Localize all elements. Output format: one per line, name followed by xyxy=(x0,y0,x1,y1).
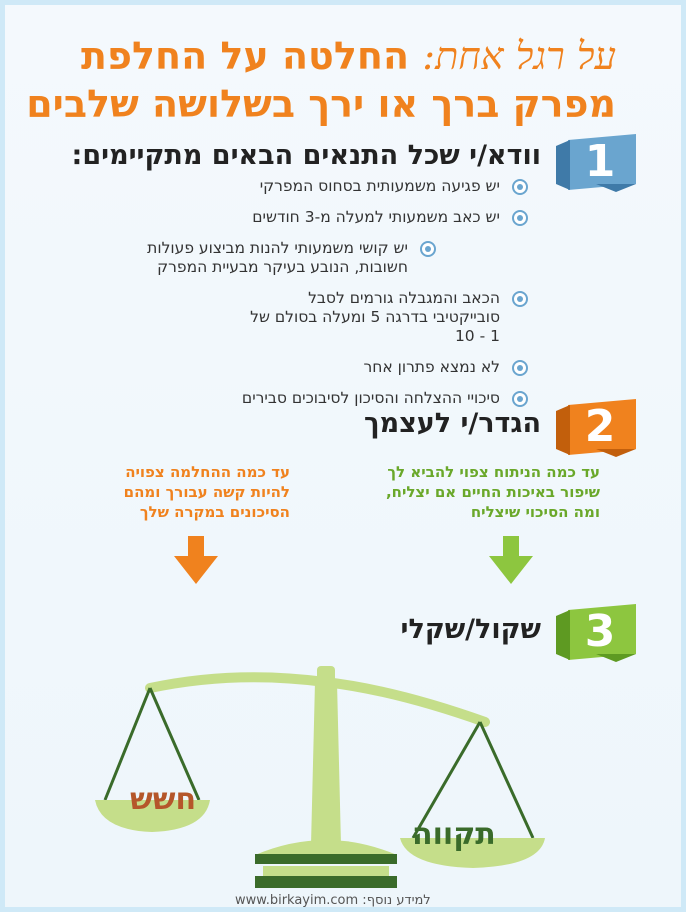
fear-label: חשש xyxy=(130,782,197,817)
step2-number: 2 xyxy=(584,401,616,452)
step3-badge xyxy=(556,604,636,662)
step3-number: 3 xyxy=(584,606,616,657)
step1-badge xyxy=(556,134,636,192)
bullet-icon xyxy=(512,291,528,307)
step1-number: 1 xyxy=(584,136,616,187)
list-item: יש קושי משמעותי להנות מביצוע פעולות חשובות, הנובע בעיקר מבעיית המפרק xyxy=(108,239,436,277)
step2-badge xyxy=(556,399,636,457)
title-line1-rest: החלטה על החלפת xyxy=(81,34,410,78)
conditions-list xyxy=(108,177,528,420)
step1-heading: וודא/י שכל התנאים הבאים מתקיימים: xyxy=(71,140,541,171)
list-item: סיכויי ההצלחה והסיכון לסיבוכים סבירים xyxy=(108,389,528,408)
step3-heading: שקול/שקלי xyxy=(400,614,541,645)
bullet-icon xyxy=(512,391,528,407)
list-item: יש כאב משמעותי למעלה מ-3 חודשים xyxy=(108,208,528,227)
page-title-line1 xyxy=(81,34,616,79)
down-arrow-green-icon xyxy=(489,536,533,584)
bullet-icon xyxy=(420,241,436,257)
title-script-part: על רגל אחת: xyxy=(422,34,616,78)
bullet-icon xyxy=(512,360,528,376)
list-item: לא נמצא פתרון אחר xyxy=(108,358,528,377)
hope-label: תקווה xyxy=(412,817,496,852)
step2-risk-text: עד כמה ההחלמה צפויה להיות קשה עבורך ומהם הסיכונים במקרה שלך xyxy=(123,463,290,521)
step2-benefit-text: עד כמה הניתוח צפוי להביא לך שיפור באיכות החיים אם יצליח, ומה הסיכוי שיצליח xyxy=(385,463,600,521)
bullet-icon xyxy=(512,210,528,226)
bullet-icon xyxy=(512,179,528,195)
page-title-line2: מפרק ברך או ירך בשלושה שלבים xyxy=(26,82,616,126)
footer-link[interactable]: www.birkayim.com :למידע נוסף xyxy=(235,893,431,908)
down-arrow-orange-icon xyxy=(174,536,218,584)
list-item: הכאב והמגבלה גורמים לסבל סובייקטיבי בדרגה 5 ומעלה בסולם של 1 - 10 xyxy=(245,289,528,346)
list-item: יש פגיעה משמעותית בסחוס המפרקי xyxy=(108,177,528,196)
step2-heading: הגדר/י לעצמך xyxy=(363,408,541,439)
balance-scale-icon xyxy=(95,660,595,890)
